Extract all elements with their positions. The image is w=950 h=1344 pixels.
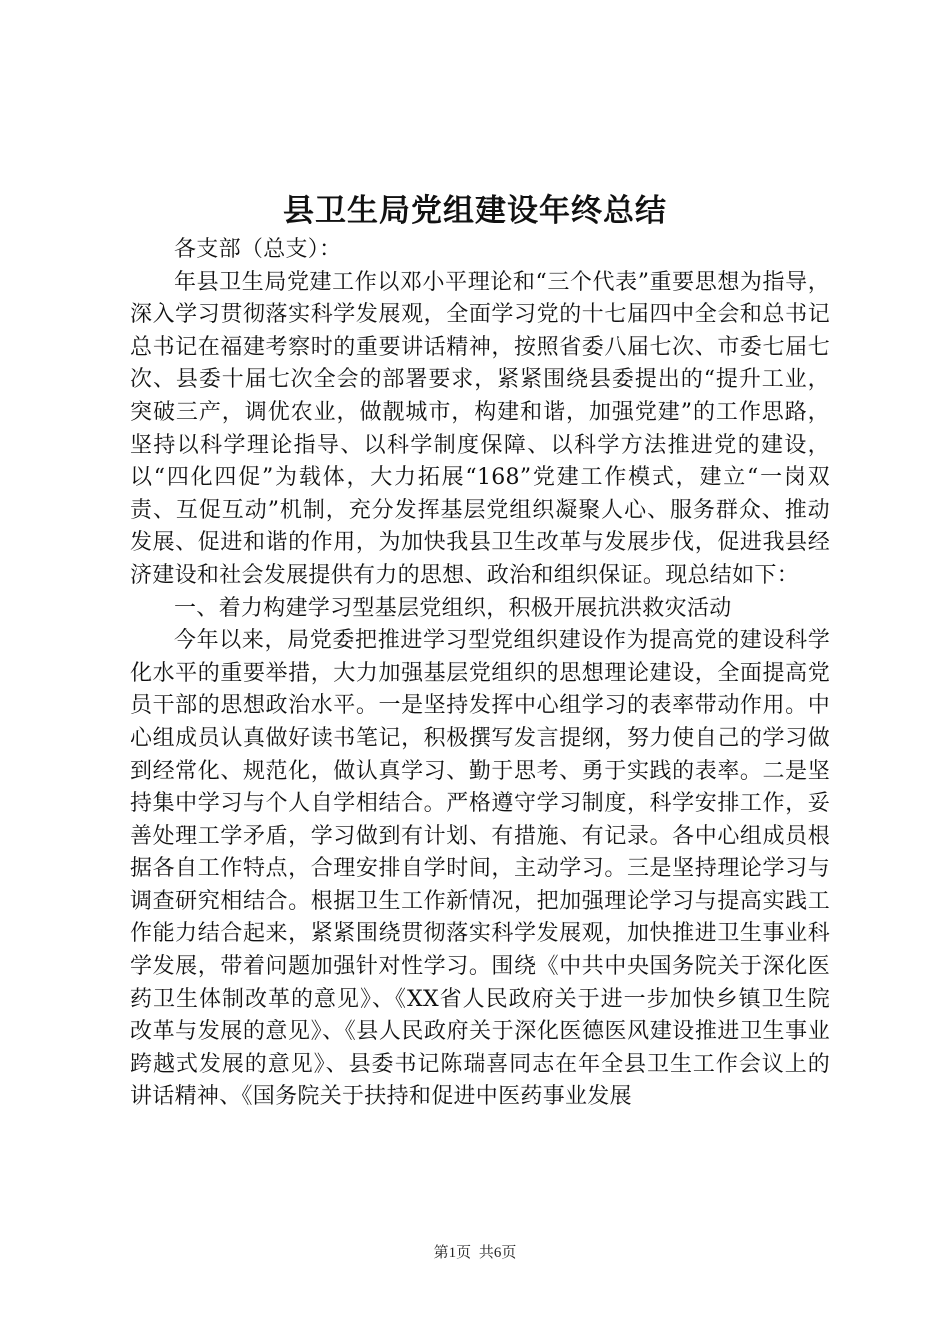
page-number: 第1页: [433, 1245, 472, 1261]
section-heading: 一、着力构建学习型基层党组织，积极开展抗洪救灾活动: [174, 595, 732, 621]
document-body: [130, 234, 830, 1114]
document-title: 县卫生局党组建设年终总结: [283, 193, 667, 229]
page-total: 共6页: [478, 1245, 517, 1261]
salutation-paragraph: 各支部（总支）：: [174, 237, 342, 262]
section-paragraph: 今年以来，局党委把推进学习型党组织建设作为提高党的建设科学化水平的重要举措，大力加强基层党组织的思想理论建设，全面提高党员干部的思想政治水平。一是坚持发挥中心组学习的表率带动作用。中心组成员认真做好读书笔记，积极撰写发言提纲，努力使自己的学习做到经常化、规范化，做认真学习、勤于思考、勇于实践的表率。二是坚持集中学习与个人自学相结合。严格遵守学习制度，科学安排工作，妥善处理工学矛盾，学习做到有计划、有措施、有记录。各中心组成员根据各自工作特点，合理安排自学时间，主动学习。三是坚持理论学习与调查研究相结合。根据卫生工作新情况，把加强理论学习与提高实践工作能力结合起来，紧紧围绕贯彻落实科学发展观，加快推进卫生事业科学发展，带着问题加强针对性学习。围绕《中共中央国务院关于深化医药卫生体制改革的意见》、《XX省人民政府关于进一步加快乡镇卫生院改革与发展的意见》、《县人民政府关于深化医德医风建设推进卫生事业跨越式发展的意见》、县委书记陈瑞喜同志在年全县卫生工作会议上的讲话精神、《国务院关于扶持和促进中医药事业发展: [130, 628, 830, 1110]
intro-paragraph: 年县卫生局党建工作以邓小平理论和“三个代表”重要思想为指导，深入学习贯彻落实科学发展观，全面学习党的十七届四中全会和总书记总书记在福建考察时的重要讲话精神，按照省委八届七次、市委七届七次、县委十届七次全会的部署要求，紧紧围绕县委提出的“提升工业，突破三产，调优农业，做靓城市，构建和谐，加强党建”的工作思路，坚持以科学理论指导、以科学制度保障、以科学方法推进党的建设，以“四化四促”为载体，大力拓展“168”党建工作模式，建立“一岗双责、互促互动”机制，充分发挥基层党组织凝聚人心、服务群众、推动发展、促进和谐的作用，为加快我县卫生改革与发展步伐，促进我县经济建设和社会发展提供有力的思想、政治和组织保证。现总结如下：: [130, 269, 830, 588]
page-footer: [0, 1241, 950, 1262]
